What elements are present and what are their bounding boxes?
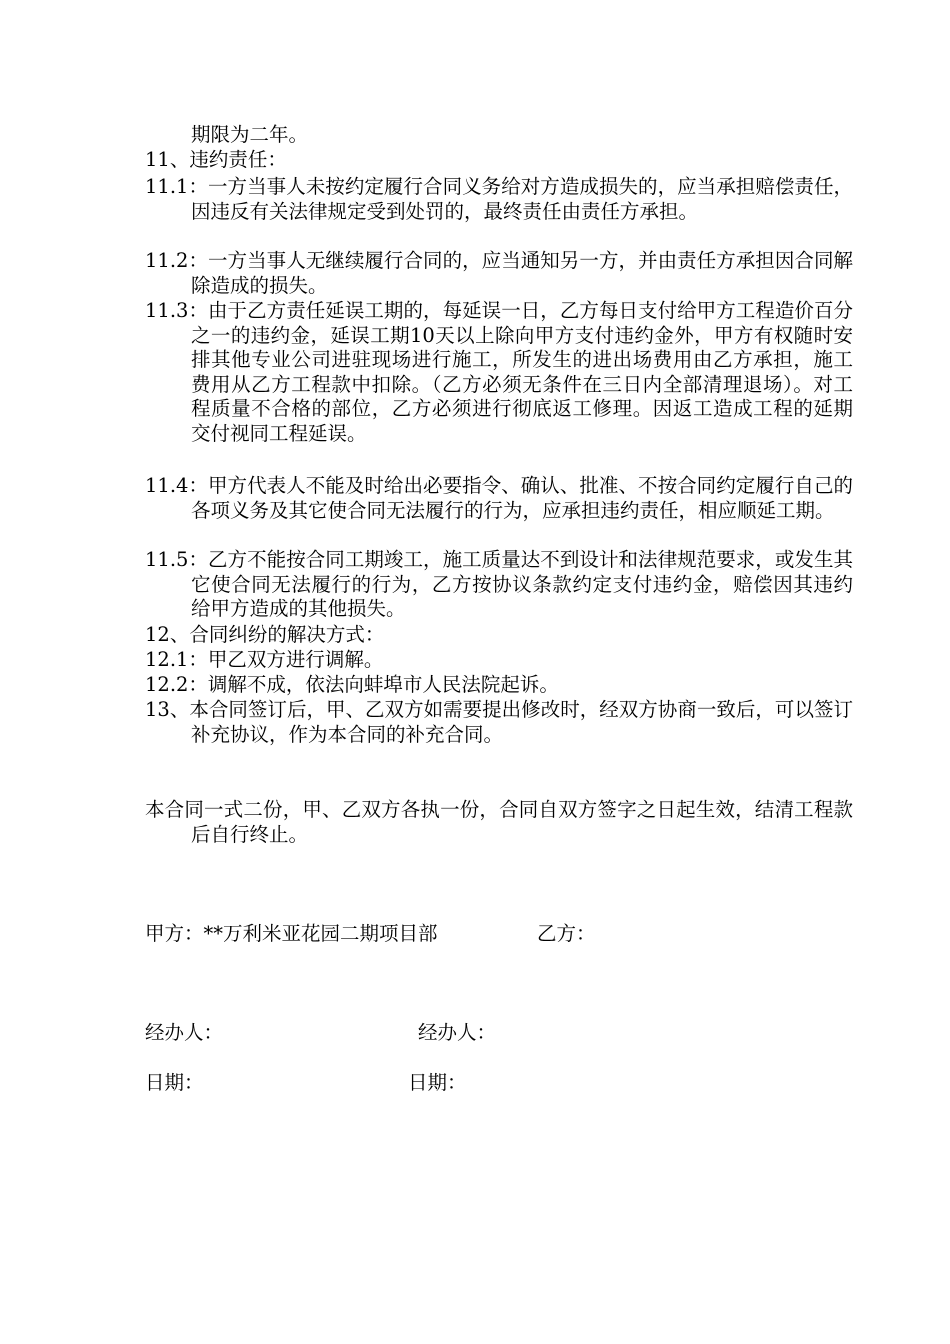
clause-12-2: 12.2：调解不成，依法向蚌埠市人民法院起诉。: [145, 673, 559, 696]
handler-b-label: 经办人：: [418, 1021, 497, 1044]
closing-paragraph: 本合同一式二份，甲、乙双方各执一份，合同自双方签字之日起生效，结清工程款后自行终止。: [145, 798, 853, 846]
paragraph-term-continuation: 期限为二年。: [191, 123, 309, 146]
party-b-label: 乙方：: [537, 922, 596, 945]
clause-11-2: 11.2：一方当事人无继续履行合同的，应当通知另一方，并由责任方承担因合同解除造成的损失。: [145, 249, 853, 297]
clause-11-3: 11.3：由于乙方责任延误工期的，每延误一日，乙方每日支付给甲方工程造价百分之一的违约金，延误工期10天以上除向甲方支付违约金外，甲方有权随时安排其他专业公司进驻现场进行施工，所发生的进出场费用由乙方承担，施工费用从乙方工程款中扣除。（乙方必须无条件在三日内全部清理退场）。对工程质量不合格的部位，乙方必须进行彻底返工修理。因返工造成工程的延期交付视同工程延误。: [145, 299, 853, 445]
clause-11-1: 11.1：一方当事人未按约定履行合同义务给对方造成损失的，应当承担赔偿责任，因违反有关法律规定受到处罚的，最终责任由责任方承担。: [145, 175, 853, 223]
heading-dispute-resolution: 12、合同纠纷的解决方式：: [145, 623, 385, 646]
clause-11-5: 11.5：乙方不能按合同工期竣工，施工质量达不到设计和法律规范要求，或发生其它使合同无法履行的行为，乙方按协议条款约定支付违约金，赔偿因其违约给甲方造成的其他损失。: [145, 548, 853, 621]
clause-11-4: 11.4：甲方代表人不能及时给出必要指令、确认、批准、不按合同约定履行自己的各项义务及其它使合同无法履行的行为，应承担违约责任，相应顺延工期。: [145, 474, 853, 522]
clause-12-1: 12.1：甲乙双方进行调解。: [145, 648, 384, 671]
clause-13: 13、本合同签订后，甲、乙双方如需要提出修改时，经双方协商一致后，可以签订补充协议，作为本合同的补充合同。: [145, 698, 853, 746]
date-b-label: 日期：: [408, 1071, 467, 1094]
heading-breach-liability: 11、违约责任：: [145, 148, 287, 171]
date-a-label: 日期：: [145, 1071, 204, 1094]
party-a-label: 甲方：**万利米亚花园二期项目部: [145, 922, 438, 945]
handler-a-label: 经办人：: [145, 1021, 224, 1044]
